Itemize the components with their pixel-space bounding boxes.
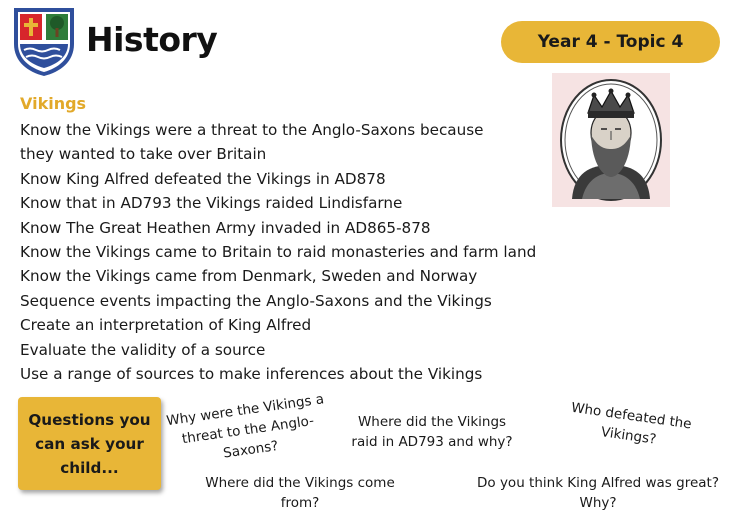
question-item: Do you think King Alfred was great? Why? <box>477 475 719 511</box>
objective-item: Know the Vikings came to Britain to raid monasteries and farm land <box>20 243 537 262</box>
year-topic-badge <box>501 21 720 63</box>
questions-heading: Questions you can ask your child... <box>28 410 151 477</box>
page-title: History <box>86 20 218 59</box>
objective-item: Use a range of sources to make inferences about the Vikings <box>20 365 483 384</box>
question-item: Who defeated the Vikings? <box>570 399 693 448</box>
objective-item: Evaluate the validity of a source <box>20 340 266 359</box>
objective-item: Sequence events impacting the Anglo-Saxons and the Vikings <box>20 291 492 310</box>
objectives-list <box>20 118 536 386</box>
objective-item: Know the Vikings came from Denmark, Sweden and Norway <box>20 267 478 286</box>
objective-item: Know the Vikings were a threat to the Anglo-Saxons because <box>20 121 484 139</box>
objective-item: Know King Alfred defeated the Vikings in AD878 <box>20 169 386 188</box>
objective-item: Know that in AD793 the Vikings raided Lindisfarne <box>20 194 403 213</box>
question-item: Where did the Vikings come from? <box>205 475 395 511</box>
badge-label: Year 4 - Topic 4 <box>537 32 684 52</box>
question-item: Where did the Vikings raid in AD793 and why? <box>351 414 513 450</box>
objective-item: Create an interpretation of King Alfred <box>20 316 312 335</box>
questions-heading-box <box>18 397 161 490</box>
subject-heading: Vikings <box>20 94 87 113</box>
king-alfred-portrait <box>552 73 670 207</box>
objective-item: Know The Great Heathen Army invaded in AD865-878 <box>20 218 431 237</box>
question-item: Why were the Vikings a threat to the Anglo-Saxons? <box>165 391 325 462</box>
school-crest-icon <box>10 4 78 78</box>
objective-item: they wanted to take over Britain <box>20 145 267 164</box>
